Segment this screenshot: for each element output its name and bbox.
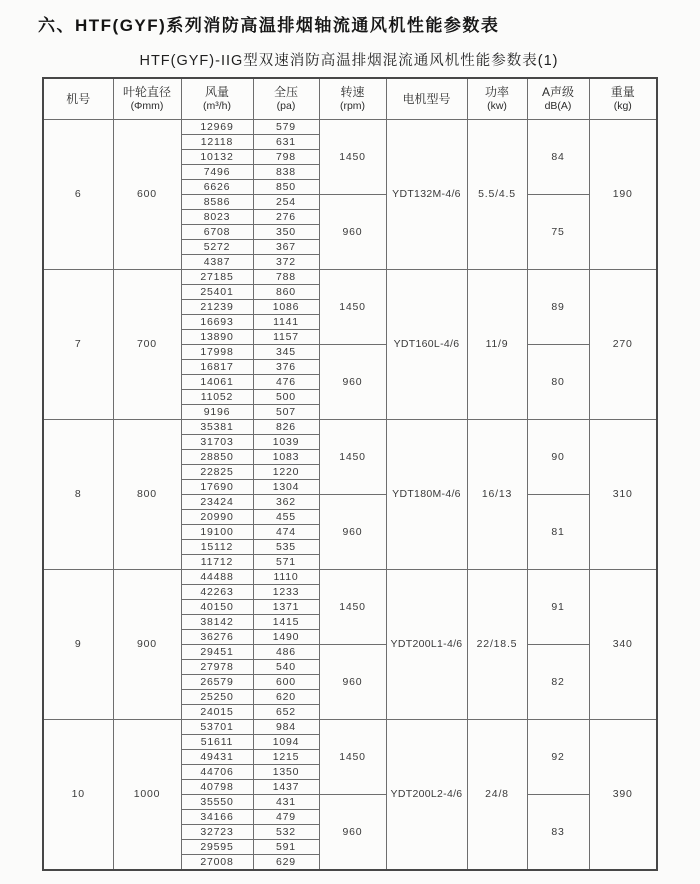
cell-flow: 16817 [181,360,253,375]
cell-pressure: 476 [253,375,319,390]
cell-pressure: 1110 [253,570,319,585]
cell-flow: 17690 [181,480,253,495]
cell-pressure: 850 [253,180,319,195]
cell-flow: 36276 [181,630,253,645]
cell-pressure: 798 [253,150,319,165]
cell-pressure: 345 [253,345,319,360]
cell-flow: 35550 [181,795,253,810]
col-header-unit: (kg) [613,99,632,112]
cell-noise: 89 [527,270,589,345]
cell-motor: YDT180M-4/6 [386,420,467,570]
cell-pressure: 362 [253,495,319,510]
table-row [43,720,657,735]
cell-flow: 44488 [181,570,253,585]
cell-flow: 10132 [181,150,253,165]
cell-pressure: 1350 [253,765,319,780]
cell-diameter: 800 [113,420,181,570]
cell-pressure: 486 [253,645,319,660]
cell-pressure: 1039 [253,435,319,450]
fan-spec-table [42,77,658,871]
cell-pressure: 620 [253,690,319,705]
cell-flow: 40150 [181,600,253,615]
cell-pressure: 1141 [253,315,319,330]
cell-motor: YDT160L-4/6 [386,270,467,420]
col-header-unit: (pa) [276,99,296,112]
cell-pressure: 1233 [253,585,319,600]
cell-pressure: 600 [253,675,319,690]
cell-flow: 25401 [181,285,253,300]
table-row [43,120,657,135]
cell-fan-no: 10 [43,720,113,871]
cell-pressure: 984 [253,720,319,735]
col-header-diameter [113,78,181,120]
cell-motor: YDT132M-4/6 [386,120,467,270]
cell-flow: 25250 [181,690,253,705]
cell-pressure: 350 [253,225,319,240]
cell-diameter: 600 [113,120,181,270]
cell-weight: 270 [589,270,657,420]
cell-motor: YDT200L1-4/6 [386,570,467,720]
col-header-label: 电机型号 [402,91,451,106]
cell-rpm: 960 [319,345,386,420]
cell-flow: 13890 [181,330,253,345]
cell-flow: 34166 [181,810,253,825]
cell-noise: 84 [527,120,589,195]
header-row [43,78,657,120]
cell-diameter: 900 [113,570,181,720]
cell-pressure: 579 [253,120,319,135]
cell-power: 24/8 [467,720,527,871]
cell-pressure: 367 [253,240,319,255]
cell-noise: 81 [527,495,589,570]
cell-flow: 9196 [181,405,253,420]
col-header-flow [181,78,253,120]
table-row [43,570,657,585]
cell-flow: 12118 [181,135,253,150]
cell-flow: 12969 [181,120,253,135]
cell-rpm: 1450 [319,120,386,195]
cell-flow: 44706 [181,765,253,780]
col-header-unit: (rpm) [339,99,366,112]
cell-pressure: 788 [253,270,319,285]
cell-flow: 42263 [181,585,253,600]
col-header-unit: (kw) [487,99,507,112]
col-header-weight [589,78,657,120]
col-header-label: A声级 [541,84,574,99]
cell-pressure: 571 [253,555,319,570]
cell-weight: 190 [589,120,657,270]
cell-power: 5.5/4.5 [467,120,527,270]
col-header-label: 转速 [340,84,365,99]
col-header-label: 风量 [204,84,229,99]
cell-weight: 340 [589,570,657,720]
cell-weight: 310 [589,420,657,570]
col-header-power [467,78,527,120]
table-body [43,120,657,871]
cell-rpm: 960 [319,645,386,720]
cell-flow: 22825 [181,465,253,480]
col-header-rpm [319,78,386,120]
cell-fan-no: 6 [43,120,113,270]
cell-pressure: 1304 [253,480,319,495]
cell-noise: 80 [527,345,589,420]
cell-rpm: 960 [319,795,386,871]
cell-flow: 14061 [181,375,253,390]
cell-fan-no: 8 [43,420,113,570]
cell-pressure: 1371 [253,600,319,615]
cell-pressure: 1220 [253,465,319,480]
cell-flow: 27978 [181,660,253,675]
cell-pressure: 540 [253,660,319,675]
col-header-label: 功率 [484,84,509,99]
cell-flow: 53701 [181,720,253,735]
col-header-label: 全压 [273,84,298,99]
cell-rpm: 1450 [319,420,386,495]
col-header-label: 重量 [610,84,635,99]
cell-flow: 40798 [181,780,253,795]
page-title: 六、HTF(GYF)系列消防高温排烟轴流通风机性能参数表 [38,16,500,35]
cell-noise: 91 [527,570,589,645]
cell-pressure: 276 [253,210,319,225]
cell-flow: 4387 [181,255,253,270]
table-row [43,420,657,435]
cell-flow: 29595 [181,840,253,855]
cell-fan-no: 9 [43,570,113,720]
table-subtitle: HTF(GYF)-IIG型双速消防高温排烟混流通风机性能参数表(1) [139,53,559,69]
cell-flow: 49431 [181,750,253,765]
cell-noise: 83 [527,795,589,871]
cell-pressure: 372 [253,255,319,270]
cell-fan-no: 7 [43,270,113,420]
catalog-page [0,11,700,871]
cell-flow: 23424 [181,495,253,510]
cell-pressure: 591 [253,840,319,855]
cell-power: 11/9 [467,270,527,420]
cell-pressure: 1437 [253,780,319,795]
cell-flow: 32723 [181,825,253,840]
col-header-fan-no [43,78,113,120]
cell-flow: 7496 [181,165,253,180]
cell-flow: 35381 [181,420,253,435]
cell-pressure: 535 [253,540,319,555]
cell-flow: 19100 [181,525,253,540]
cell-pressure: 838 [253,165,319,180]
cell-pressure: 532 [253,825,319,840]
cell-flow: 11052 [181,390,253,405]
cell-flow: 17998 [181,345,253,360]
cell-flow: 27185 [181,270,253,285]
cell-flow: 15112 [181,540,253,555]
cell-pressure: 1086 [253,300,319,315]
cell-pressure: 1083 [253,450,319,465]
cell-diameter: 700 [113,270,181,420]
col-header-motor [386,78,467,120]
cell-pressure: 652 [253,705,319,720]
cell-weight: 390 [589,720,657,871]
cell-flow: 21239 [181,300,253,315]
cell-noise: 92 [527,720,589,795]
cell-motor: YDT200L2-4/6 [386,720,467,871]
cell-diameter: 1000 [113,720,181,871]
col-header-label: 机号 [66,91,91,106]
cell-pressure: 1415 [253,615,319,630]
cell-pressure: 826 [253,420,319,435]
cell-pressure: 254 [253,195,319,210]
cell-pressure: 479 [253,810,319,825]
cell-rpm: 1450 [319,720,386,795]
cell-flow: 26579 [181,675,253,690]
cell-rpm: 1450 [319,270,386,345]
cell-pressure: 1094 [253,735,319,750]
cell-flow: 8023 [181,210,253,225]
cell-flow: 16693 [181,315,253,330]
cell-flow: 11712 [181,555,253,570]
cell-pressure: 507 [253,405,319,420]
col-header-unit: (Φmm) [130,99,164,112]
cell-pressure: 1490 [253,630,319,645]
cell-flow: 6708 [181,225,253,240]
cell-flow: 51611 [181,735,253,750]
cell-rpm: 960 [319,195,386,270]
cell-rpm: 960 [319,495,386,570]
cell-pressure: 455 [253,510,319,525]
cell-pressure: 1157 [253,330,319,345]
col-header-label: 叶轮直径 [122,84,171,99]
cell-noise: 82 [527,645,589,720]
cell-flow: 29451 [181,645,253,660]
cell-pressure: 860 [253,285,319,300]
cell-pressure: 474 [253,525,319,540]
cell-noise: 75 [527,195,589,270]
cell-flow: 6626 [181,180,253,195]
col-header-unit: dB(A) [544,99,572,112]
col-header-unit: (m³/h) [203,99,231,112]
cell-flow: 38142 [181,615,253,630]
cell-flow: 27008 [181,855,253,871]
cell-power: 22/18.5 [467,570,527,720]
cell-power: 16/13 [467,420,527,570]
cell-flow: 20990 [181,510,253,525]
col-header-noise [527,78,589,120]
cell-flow: 31703 [181,435,253,450]
cell-flow: 28850 [181,450,253,465]
cell-pressure: 376 [253,360,319,375]
cell-pressure: 431 [253,795,319,810]
cell-pressure: 1215 [253,750,319,765]
cell-pressure: 629 [253,855,319,871]
cell-rpm: 1450 [319,570,386,645]
cell-flow: 24015 [181,705,253,720]
cell-pressure: 631 [253,135,319,150]
table-header [43,78,657,120]
col-header-pressure [253,78,319,120]
table-row [43,270,657,285]
cell-flow: 8586 [181,195,253,210]
cell-pressure: 500 [253,390,319,405]
cell-flow: 5272 [181,240,253,255]
cell-noise: 90 [527,420,589,495]
